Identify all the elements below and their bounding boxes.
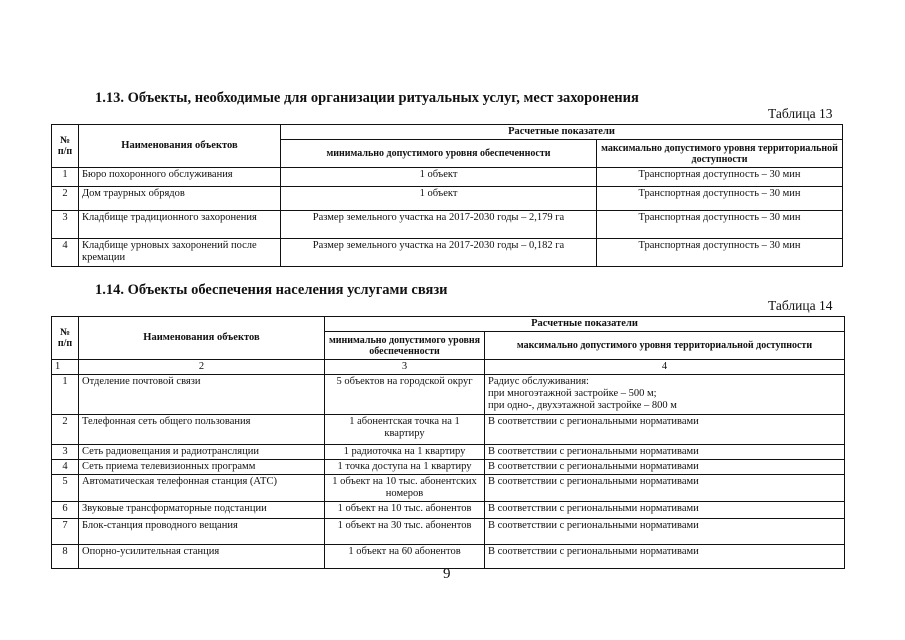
cell-name: Отделение почтовой связи	[79, 375, 325, 415]
cell-num: 1	[52, 168, 79, 187]
cell-min: 1 точка доступа на 1 квартиру	[325, 460, 485, 475]
cell-name: Дом траурных обрядов	[79, 187, 281, 211]
table-row	[52, 502, 845, 519]
cell-min: Размер земельного участка на 2017-2030 годы – 0,182 га	[281, 239, 597, 267]
cell-max: В соответствии с региональными нормативами	[485, 519, 845, 545]
cell-name: Сеть радиовещания и радиотрансляции	[79, 445, 325, 460]
cell-num: 4	[52, 460, 79, 475]
page-number: 9	[443, 566, 451, 582]
table-row	[52, 415, 845, 445]
cell-name: Опорно-усилительная станция	[79, 545, 325, 569]
table-14	[51, 316, 845, 569]
header-min: минимально допустимого уровня обеспеченности	[281, 140, 597, 168]
header-num: № п/п	[52, 317, 79, 360]
header-min: минимально допустимого уровня обеспеченности	[325, 332, 485, 360]
cell-name: Блок-станция проводного вещания	[79, 519, 325, 545]
cell-max: В соответствии с региональными нормативами	[485, 545, 845, 569]
cell-max: Транспортная доступность – 30 мин	[597, 168, 843, 187]
column-number-row	[52, 360, 845, 375]
cell-min: 1 объект на 10 тыс. абонентов	[325, 502, 485, 519]
cell-max: В соответствии с региональными нормативами	[485, 445, 845, 460]
colnum-3: 3	[325, 360, 485, 375]
table-row	[52, 187, 843, 211]
colnum-4: 4	[485, 360, 845, 375]
cell-name: Бюро похоронного обслуживания	[79, 168, 281, 187]
table-row	[52, 239, 843, 267]
table-row	[52, 445, 845, 460]
header-num: № п/п	[52, 125, 79, 168]
cell-num: 4	[52, 239, 79, 267]
colnum-1: 1	[52, 360, 79, 375]
header-max: максимально допустимого уровня территориальной доступности	[485, 332, 845, 360]
cell-num: 2	[52, 187, 79, 211]
cell-min: 1 радиоточка на 1 квартиру	[325, 445, 485, 460]
cell-num: 3	[52, 211, 79, 239]
cell-max: Транспортная доступность – 30 мин	[597, 187, 843, 211]
cell-num: 5	[52, 475, 79, 502]
cell-min: 1 объект	[281, 168, 597, 187]
cell-name: Кладбище традиционного захоронения	[79, 211, 281, 239]
cell-min: Размер земельного участка на 2017-2030 годы – 2,179 га	[281, 211, 597, 239]
cell-min: 1 объект на 60 абонентов	[325, 545, 485, 569]
section-heading-1-13: 1.13. Объекты, необходимые для организации ритуальных услуг, мест захоронения	[95, 90, 639, 106]
header-name: Наименования объектов	[79, 125, 281, 168]
cell-min: 1 абонентская точка на 1 квартиру	[325, 415, 485, 445]
cell-min: 1 объект на 30 тыс. абонентов	[325, 519, 485, 545]
cell-max: В соответствии с региональными нормативами	[485, 502, 845, 519]
cell-min: 1 объект на 10 тыс. абонентских номеров	[325, 475, 485, 502]
cell-num: 8	[52, 545, 79, 569]
cell-name: Сеть приема телевизионных программ	[79, 460, 325, 475]
table-row	[52, 545, 845, 569]
cell-num: 1	[52, 375, 79, 415]
table-row	[52, 519, 845, 545]
cell-min: 1 объект	[281, 187, 597, 211]
section-heading-1-14: 1.14. Объекты обеспечения населения услугами связи	[95, 282, 448, 298]
cell-max: В соответствии с региональными нормативами	[485, 415, 845, 445]
header-max: максимально допустимого уровня территориальной доступности	[597, 140, 843, 168]
table-row	[52, 168, 843, 187]
cell-num: 6	[52, 502, 79, 519]
cell-max: В соответствии с региональными нормативами	[485, 460, 845, 475]
cell-max: В соответствии с региональными нормативами	[485, 475, 845, 502]
table-row	[52, 375, 845, 415]
table-row	[52, 211, 843, 239]
cell-num: 3	[52, 445, 79, 460]
cell-max: Радиус обслуживания: при многоэтажной застройке – 500 м; при одно-, двухэтажной застройке – 800 м	[485, 375, 845, 415]
cell-num: 2	[52, 415, 79, 445]
cell-name: Автоматическая телефонная станция (АТС)	[79, 475, 325, 502]
cell-num: 7	[52, 519, 79, 545]
cell-max: Транспортная доступность – 30 мин	[597, 239, 843, 267]
table-row	[52, 460, 845, 475]
colnum-2: 2	[79, 360, 325, 375]
header-name: Наименования объектов	[79, 317, 325, 360]
cell-min: 5 объектов на городской округ	[325, 375, 485, 415]
table-label-14: Таблица 14	[768, 298, 833, 313]
cell-max: Транспортная доступность – 30 мин	[597, 211, 843, 239]
table-13	[51, 124, 843, 267]
cell-name: Звуковые трансформаторные подстанции	[79, 502, 325, 519]
header-group: Расчетные показатели	[325, 317, 845, 332]
cell-name: Телефонная сеть общего пользования	[79, 415, 325, 445]
cell-name: Кладбище урновых захоронений после кремации	[79, 239, 281, 267]
table-label-13: Таблица 13	[768, 106, 833, 121]
header-group: Расчетные показатели	[281, 125, 843, 140]
table-row	[52, 475, 845, 502]
